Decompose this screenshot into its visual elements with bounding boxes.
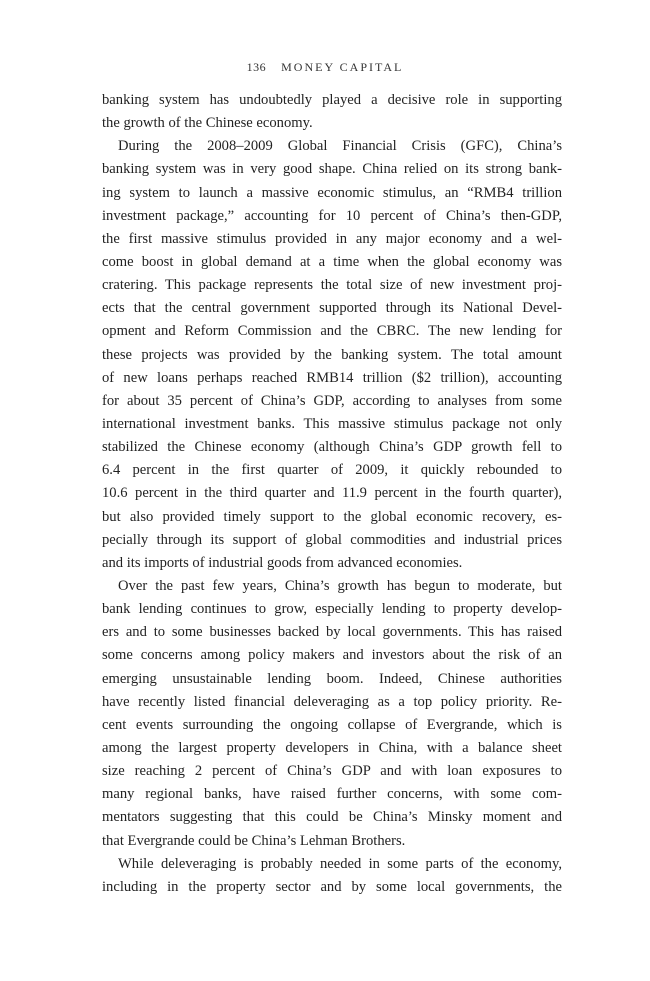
text-line: among the largest property developers in China, with a balance sheet [102, 739, 562, 756]
text-line: cent events surrounding the ongoing collapse of Evergrande, which is [102, 716, 562, 733]
text-line: investment package,” accounting for 10 percent of China’s then-GDP, [102, 207, 562, 224]
text-line: ing system to launch a massive economic stimulus, an “RMB4 trillion [102, 184, 562, 201]
text-line: these projects was provided by the banking system. The total amount [102, 346, 562, 363]
text-line: During the 2008–2009 Global Financial Crisis (GFC), China’s [118, 138, 562, 155]
text-line: mentators suggesting that this could be China’s Minsky moment and [102, 809, 562, 826]
text-line: opment and Reform Commission and the CBRC. The new lending for [102, 323, 562, 340]
text-line: bank lending continues to grow, especially lending to property develop- [102, 601, 562, 618]
text-line: emerging unsustainable lending boom. Indeed, Chinese authorities [102, 670, 562, 687]
text-line: size reaching 2 percent of China’s GDP and with loan exposures to [102, 763, 562, 780]
text-line: some concerns among policy makers and investors about the risk of an [102, 647, 562, 664]
text-line: come boost in global demand at a time when the global economy was [102, 253, 562, 270]
text-line: have recently listed financial deleveraging as a top policy priority. Re- [102, 693, 562, 710]
text-line: but also provided timely support to the global economic recovery, es- [102, 508, 562, 525]
text-line: and its imports of industrial goods from advanced economies. [102, 554, 463, 571]
text-line: many regional banks, have raised further concerns, with some com- [102, 786, 562, 803]
text-line: 6.4 percent in the first quarter of 2009, it quickly rebounded to [102, 462, 562, 479]
text-line: ects that the central government supported through its National Devel- [102, 300, 562, 317]
text-line: including in the property sector and by some local governments, the [102, 878, 562, 895]
text-line: international investment banks. This massive stimulus package not only [102, 415, 562, 432]
text-line: banking system has undoubtedly played a decisive role in supporting [102, 92, 562, 108]
running-head [0, 60, 650, 75]
running-title: MONEY CAPITAL [281, 60, 404, 74]
body-text [102, 89, 562, 899]
text-line: Over the past few years, China’s growth has begun to moderate, but [118, 577, 562, 594]
text-line: the growth of the Chinese economy. [102, 115, 313, 132]
text-line: 10.6 percent in the third quarter and 11.9 percent in the fourth quarter), [102, 485, 562, 502]
text-line: of new loans perhaps reached RMB14 trillion ($2 trillion), accounting [102, 369, 562, 386]
text-line: for about 35 percent of China’s GDP, according to analyses from some [102, 392, 562, 409]
text-line: ers and to some businesses backed by local governments. This has raised [102, 624, 562, 641]
text-line: pecially through its support of global commodities and industrial prices [102, 531, 562, 548]
text-line: the first massive stimulus provided in any major economy and a wel- [102, 230, 562, 247]
text-line: While deleveraging is probably needed in some parts of the economy, [118, 855, 562, 872]
text-line: stabilized the Chinese economy (although China’s GDP growth fell to [102, 439, 562, 456]
text-line: that Evergrande could be China’s Lehman Brothers. [102, 832, 406, 849]
page-number: 136 [246, 60, 267, 74]
text-line: banking system was in very good shape. China relied on its strong bank- [102, 161, 562, 178]
text-line: cratering. This package represents the total size of new investment proj- [102, 277, 562, 294]
